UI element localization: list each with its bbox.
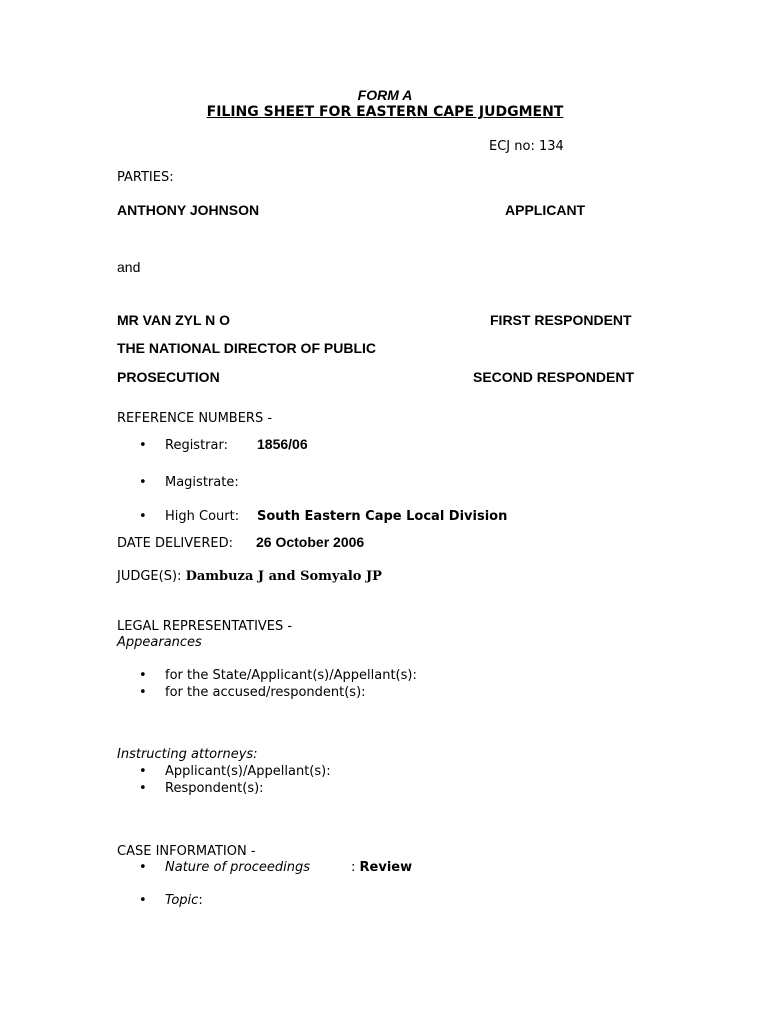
nature-separator: :	[351, 860, 356, 875]
instructing-attorneys-label: Instructing attorneys:	[117, 747, 258, 762]
bullet-dot: •	[139, 764, 147, 779]
conjunction-and: and	[117, 259, 141, 275]
second-respondent-name-line1: THE NATIONAL DIRECTOR OF PUBLIC	[117, 340, 376, 356]
list-item-nature	[139, 860, 412, 875]
high-court-value: South Eastern Cape Local Division	[257, 509, 508, 524]
magistrate-label: Magistrate:	[165, 475, 239, 490]
nature-label: Nature of proceedings	[165, 860, 310, 875]
list-item-registrar	[139, 436, 308, 453]
date-delivered-label: DATE DELIVERED:	[117, 536, 233, 551]
first-respondent-name: MR VAN ZYL N O	[117, 312, 231, 328]
bullet-dot: •	[139, 685, 147, 700]
second-respondent-role: SECOND RESPONDENT	[473, 369, 635, 385]
case-information-label: CASE INFORMATION -	[117, 844, 256, 859]
judges-label: JUDGE(S):	[117, 569, 182, 584]
applicant-attorney-label: Applicant(s)/Appellant(s):	[165, 764, 331, 779]
bullet-dot: •	[139, 781, 147, 796]
ecj-number: ECJ no: 134	[489, 139, 564, 154]
parties-label: PARTIES:	[117, 170, 174, 185]
high-court-label: High Court:	[165, 509, 240, 524]
list-item-magistrate	[139, 475, 239, 490]
topic-separator: :	[198, 893, 203, 908]
judges-row	[117, 569, 382, 584]
date-delivered-row	[117, 534, 364, 551]
date-delivered-value: 26 October 2006	[256, 534, 365, 550]
registrar-label: Registrar:	[165, 438, 228, 453]
bullet-dot: •	[139, 475, 147, 490]
bullet-dot: •	[139, 668, 147, 683]
list-item-accused	[139, 685, 366, 700]
document-title: FILING SHEET FOR EASTERN CAPE JUDGMENT	[206, 104, 564, 120]
applicant-role: APPLICANT	[505, 202, 586, 218]
list-item-respondent-attorney	[139, 781, 264, 796]
respondent-attorney-label: Respondent(s):	[165, 781, 264, 796]
bullet-dot: •	[139, 438, 147, 453]
bullet-dot: •	[139, 860, 147, 875]
nature-value: Review	[359, 860, 413, 875]
judges-value: Dambuza J and Somyalo JP	[185, 569, 382, 584]
list-item-high-court	[139, 509, 507, 524]
legal-representatives-label: LEGAL REPRESENTATIVES -	[117, 619, 293, 634]
registrar-value: 1856/06	[257, 436, 308, 452]
topic-label: Topic	[165, 893, 199, 908]
second-respondent-name-line2: PROSECUTION	[117, 369, 220, 385]
accused-appearance-label: for the accused/respondent(s):	[165, 685, 366, 700]
list-item-topic	[139, 893, 203, 908]
bullet-dot: •	[139, 509, 147, 524]
applicant-name: ANTHONY JOHNSON	[117, 202, 260, 218]
state-appearance-label: for the State/Applicant(s)/Appellant(s):	[165, 668, 417, 683]
first-respondent-role: FIRST RESPONDENT	[490, 312, 632, 328]
appearances-label: Appearances	[117, 635, 202, 650]
reference-numbers-label: REFERENCE NUMBERS -	[117, 411, 273, 426]
list-item-applicant-attorney	[139, 764, 331, 779]
bullet-dot: •	[139, 893, 147, 908]
form-label: FORM A	[357, 87, 413, 103]
list-item-state	[139, 668, 417, 683]
